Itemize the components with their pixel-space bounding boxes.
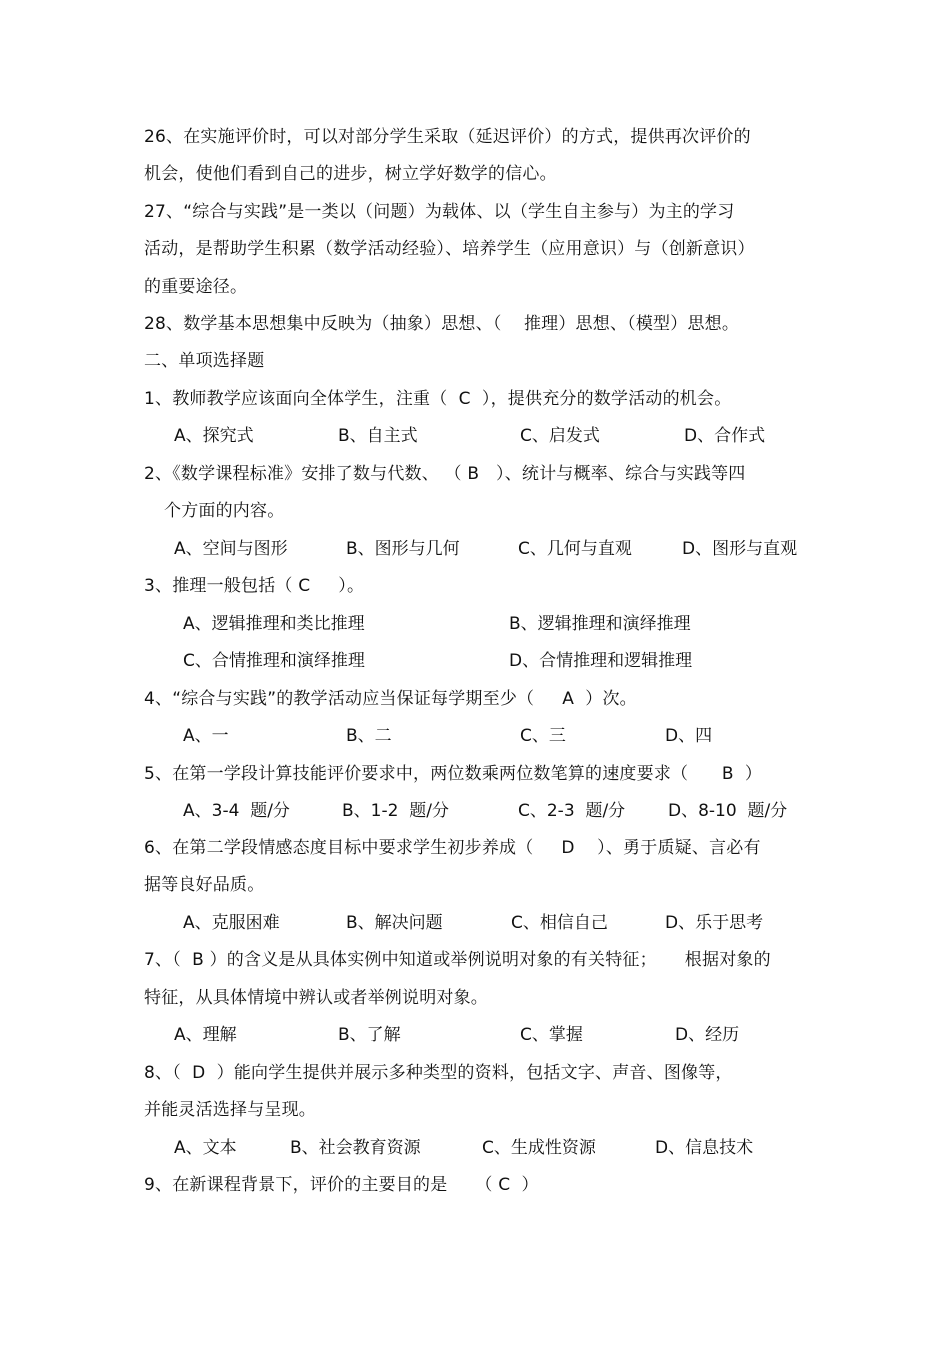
mc8-option-a: A、文本 — [174, 1138, 237, 1158]
mc3-option-a: A、逻辑推理和类比推理 — [183, 614, 365, 634]
mc1-option-d: D、合作式 — [684, 426, 766, 446]
mc2-option-b: B、图形与几何 — [346, 539, 460, 559]
mc7-question-line-2: 特征，从具体情境中辨认或者举例说明对象。 — [144, 988, 488, 1008]
q27-line-3: 的重要途径。 — [144, 277, 248, 297]
mc6-question-line-2: 据等良好品质。 — [144, 875, 265, 895]
mc7-option-c: C、掌握 — [520, 1025, 583, 1045]
mc4-option-a: A、一 — [183, 726, 229, 746]
mc1-option-a: A、探究式 — [174, 426, 254, 446]
mc6-option-c: C、相信自己 — [511, 913, 608, 933]
mc1-option-c: C、启发式 — [520, 426, 600, 446]
mc4-option-b: B、二 — [346, 726, 392, 746]
mc9-question: 9、在新课程背景下，评价的主要目的是 （ C ） — [144, 1175, 539, 1195]
mc2-question-line-2: 个方面的内容。 — [164, 501, 285, 521]
mc2-question-line-1: 2、《数学课程标准》安排了数与代数、 （ B ）、统计与概率、综合与实践等四 — [144, 464, 746, 484]
mc7-option-a: A、理解 — [174, 1025, 237, 1045]
q27-line-1: 27、“综合与实践”是一类以（问题）为载体、以（学生自主参与）为主的学习 — [144, 202, 735, 222]
mc6-question-line-1: 6、在第二学段情感态度目标中要求学生初步养成（ D ）、勇于质疑、言必有 — [144, 838, 761, 858]
mc8-question-line-1: 8、（ D ）能向学生提供并展示多种类型的资料，包括文字、声音、图像等， — [144, 1063, 733, 1083]
mc5-option-a: A、3-4 题/分 — [183, 801, 290, 821]
section-heading: 二、单项选择题 — [144, 351, 265, 371]
q28-line-1: 28、数学基本思想集中反映为（抽象）思想、（ 推理）思想、（模型）思想。 — [144, 314, 740, 334]
mc3-option-c: C、合情推理和演绎推理 — [183, 651, 365, 671]
mc2-option-d: D、图形与直观 — [682, 539, 798, 559]
mc6-option-b: B、解决问题 — [346, 913, 443, 933]
mc5-option-c: C、2-3 题/分 — [518, 801, 626, 821]
mc8-question-line-2: 并能灵活选择与呈现。 — [144, 1100, 316, 1120]
mc3-question: 3、推理一般包括（ C ）。 — [144, 576, 365, 596]
mc7-option-b: B、了解 — [338, 1025, 401, 1045]
mc1-question: 1、教师教学应该面向全体学生，注重（ C ），提供充分的数学活动的机会。 — [144, 389, 732, 409]
q27-line-2: 活动，是帮助学生积累（数学活动经验）、培养学生（应用意识）与（创新意识） — [144, 239, 755, 259]
mc2-option-a: A、空间与图形 — [174, 539, 288, 559]
mc3-option-d: D、合情推理和逻辑推理 — [509, 651, 693, 671]
mc4-option-d: D、四 — [665, 726, 713, 746]
mc6-option-a: A、克服困难 — [183, 913, 280, 933]
mc1-option-b: B、自主式 — [338, 426, 418, 446]
mc3-option-b: B、逻辑推理和演绎推理 — [509, 614, 691, 634]
q26-line-1: 26、在实施评价时，可以对部分学生采取（延迟评价）的方式，提供再次评价的 — [144, 127, 751, 147]
mc8-option-d: D、信息技术 — [655, 1138, 754, 1158]
mc5-question: 5、在第一学段计算技能评价要求中，两位数乘两位数笔算的速度要求（ B ） — [144, 764, 763, 784]
mc7-option-d: D、经历 — [675, 1025, 740, 1045]
mc7-question-line-1: 7、（ B ）的含义是从具体实例中知道或举例说明对象的有关特征； 根据对象的 — [144, 950, 771, 970]
mc6-option-d: D、乐于思考 — [665, 913, 764, 933]
mc2-option-c: C、几何与直观 — [518, 539, 632, 559]
mc4-option-c: C、三 — [520, 726, 566, 746]
mc8-option-c: C、生成性资源 — [482, 1138, 596, 1158]
mc5-option-b: B、1-2 题/分 — [342, 801, 449, 821]
q26-line-2: 机会，使他们看到自己的进步，树立学好数学的信心。 — [144, 164, 557, 184]
mc4-question: 4、“综合与实践”的教学活动应当保证每学期至少（ A ）次。 — [144, 689, 637, 709]
mc5-option-d: D、8-10 题/分 — [668, 801, 788, 821]
mc8-option-b: B、社会教育资源 — [290, 1138, 421, 1158]
